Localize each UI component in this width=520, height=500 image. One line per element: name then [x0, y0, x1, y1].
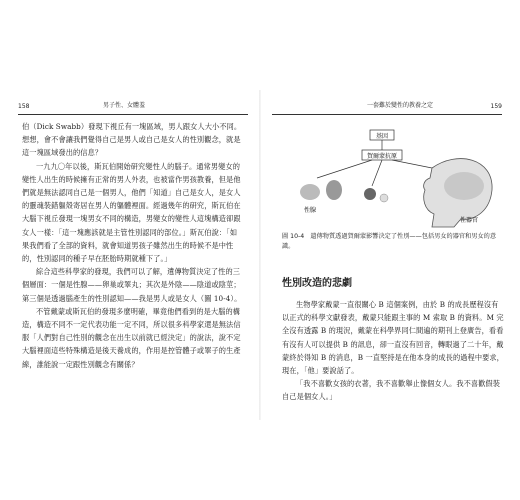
right-page	[260, 0, 520, 500]
paragraph: 不管戴蒙或斯瓦伯的發現多麼明確，畢竟他們看到的是大腦的構造，構造不同不一定代表功能一定不同，所以很多科學家還是無法信服「人們對自己性別的觀念在出生以前就已經決定」的說法，說不定大腦裡面這些特殊構造是後天養成的，作用是控管體子或睪子的生產線，誰能說一定跟性別觀念有關係？	[22, 306, 241, 369]
gene-label: 基因	[375, 133, 389, 140]
arrow-line	[317, 160, 372, 178]
right-page-body	[282, 298, 504, 404]
organ-label: 性器官	[460, 217, 479, 224]
paragraph: 一九九〇年以後，斯瓦伯開始研究變性人的腦子。通常男變女的變性人出生的時候擁有正常的男人外表，也被當作男孩教養，但是他們就是無法認同自己是一個男人，他們「知道」自己是女人，是女人的靈魂裝錯軀殼寄居在男人的軀體裡面。經過幾年的研究，斯瓦伯在大腦下視丘發現一塊男女不同的構造，男變女的變性人這塊構造卻跟女人一樣：「這一塊應該就是主管性別認同的部位。」斯瓦伯說：「如果我們看了全部的資料，就會知道男孩子雖然出生的時候不是中性的，性別認同的種子早在胚胎時期就種下了。」	[22, 161, 241, 264]
hormone-label: 賀爾蒙抗原	[366, 153, 398, 160]
gonad-label: 性腺	[304, 207, 317, 214]
gonad-shape	[326, 180, 342, 200]
gonad-shape	[300, 184, 320, 200]
cell-shape	[364, 188, 376, 200]
left-page-header	[18, 100, 248, 115]
paragraph: 綜合這些科學家的發現，我們可以了解，遺傳物質決定了性的三個層面：一個是性腺——卵巢或睪丸；其次是外陰——陰道或陰莖；第三個是透過腦產生的性別認知——我是男人或是女人（圖 10-4）。	[22, 267, 242, 303]
paragraph: 伯（Dick Swabb）發現下視丘有一塊區域，男人跟女人大小不同。想想，會不會讓我們覺得自己是男人或自己是女人的性別觀念，就是這一塊區域發出的信息？	[22, 122, 242, 158]
brain-shape	[444, 172, 484, 200]
left-page-number: 158	[18, 103, 30, 110]
figure-caption: 圖 10-4 遺傳物質透過賀爾蒙影響決定了性別——包括男女的器官和男女的意識。	[282, 233, 497, 250]
cell-shape	[380, 194, 388, 202]
paragraph: 「我不喜歡女孩的衣著，我不喜歡舉止像個女人。我不喜歡假裝自己是個女人。」	[282, 379, 501, 402]
left-running-head: 男子性、女體羞	[100, 101, 148, 111]
right-page-header	[272, 100, 502, 115]
right-page-number: 159	[490, 103, 502, 110]
paragraph: 生物學家戴蒙一直很關心 B 這個案例，由於 B 的成長歷程沒有以正式的科學文獻發表，戴蒙只能跟主事的 M 索取 B 的資料。M 完全沒有透露 B 的現況，戴蒙在科學界同仁間遍的期刊上登廣告，看看有沒有人可以提供 B 的訊息，卻一直沒有回音，轉眼過了二十年，戴蒙終於得知 B 的消息，B 一直堅持是在他本身的成長的過程中要求，現在，「他」要說話了。	[282, 300, 504, 376]
right-running-head: 一套難於變性的教養之定	[364, 101, 436, 111]
figure-10-4-diagram	[282, 128, 504, 228]
arrow-line	[372, 160, 382, 186]
left-page-body	[22, 120, 244, 371]
section-title: 性別改造的悲劇	[282, 278, 352, 289]
